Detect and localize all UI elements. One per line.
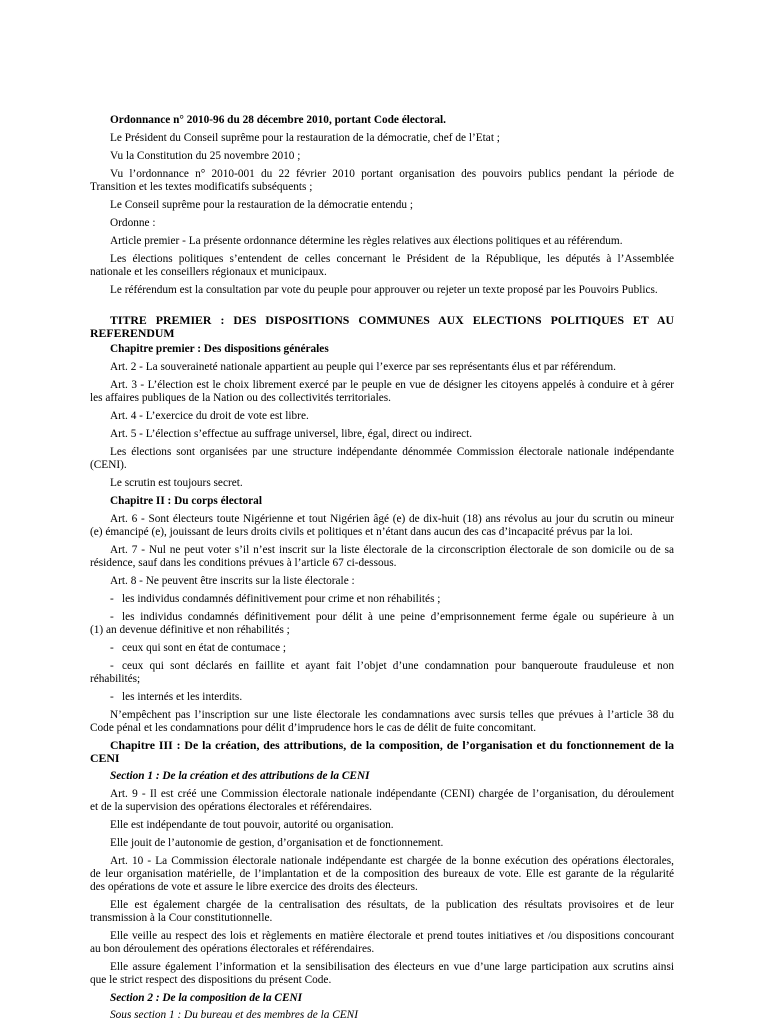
text-line: Le Président du Conseil suprême pour la restauration de la démocratie, chef de l’Etat ; xyxy=(110,132,500,144)
list-item: les individus condamnés définitivement pour délit à une peine d’emprisonnement ferme égale ou supérieure à un xyxy=(122,611,674,623)
text-line: (CENI). xyxy=(90,459,127,471)
bullet-dash: - xyxy=(110,642,114,654)
text-line: et de la supervision des opérations électorales et référendaires. xyxy=(90,801,372,813)
text-line: Art. 7 - Nul ne peut voter s’il n’est inscrit sur la liste électorale de la circonscription électorale de son domicile ou de sa xyxy=(110,544,674,556)
list-item: ceux qui sont en état de contumace ; xyxy=(122,642,287,654)
text-line: Art. 3 - L’élection est le choix librement exercé par le peuple en vue de désigner les citoyens appelés à conduire et à gérer xyxy=(110,379,674,391)
text-line: Art. 8 - Ne peuvent être inscrits sur la liste électorale : xyxy=(110,575,355,587)
text-line: Les élections sont organisées par une structure indépendante dénommée Commission électorale nationale indépendante xyxy=(110,446,674,458)
text-line: Elle jouit de l’autonomie de gestion, d’organisation et de fonctionnement. xyxy=(110,837,444,849)
bullet-dash: - xyxy=(110,593,114,605)
text-line: Le scrutin est toujours secret. xyxy=(110,477,243,489)
list-item: les internés et les interdits. xyxy=(122,691,243,703)
text-line: Article premier - La présente ordonnance détermine les règles relatives aux élections politiques et au référendum. xyxy=(110,235,623,247)
text-line: les affaires publiques de la Nation ou des collectivités territoriales. xyxy=(90,392,391,404)
text-line: que le strict respect des dispositions du présent Code. xyxy=(90,974,332,986)
text-line: au bon déroulement des opérations électorales et référendaires. xyxy=(90,943,375,955)
text-line: Le Conseil suprême pour la restauration de la démocratie entendu ; xyxy=(110,199,414,211)
text-line: Transition et les textes modificatifs subséquents ; xyxy=(90,181,313,193)
bullet-dash: - xyxy=(110,660,114,672)
list-item: réhabilités; xyxy=(90,673,141,685)
bullet-dash: - xyxy=(110,611,114,623)
text-line: Art. 10 - La Commission électorale nationale indépendante est chargée de la bonne exécution des opérations électorales, xyxy=(110,855,674,867)
text-line: Les élections politiques s’entendent de celles concernant le Président de la République, les députés à l’Assemblée xyxy=(110,253,674,265)
section-heading: Section 2 : De la composition de la CENI xyxy=(110,992,303,1004)
text-line: de leur organisation matérielle, de l’implantation et de la composition des bureaux de vote. Elle est garante de la régularité xyxy=(90,868,674,880)
text-line: résidence, sauf dans les conditions prévues à l’article 67 ci-dessous. xyxy=(90,557,397,569)
text-line: Vu l’ordonnance n° 2010-001 du 22 février 2010 portant organisation des pouvoirs publics pendant la période de xyxy=(110,168,674,180)
section-heading: Section 1 : De la création et des attributions de la CENI xyxy=(110,770,370,782)
text-line: transmission à la Cour constitutionnelle. xyxy=(90,912,273,924)
text-line: Art. 6 - Sont électeurs toute Nigérienne et tout Nigérien âgé (e) de dix-huit (18) ans révolus au jour du scrutin ou mineur xyxy=(110,513,674,525)
list-item: ceux qui sont déclarés en faillite et ayant fait l’objet d’une condamnation pour banqueroute frauduleuse et non xyxy=(122,660,674,672)
text-line: Elle est indépendante de tout pouvoir, autorité ou organisation. xyxy=(110,819,394,831)
chapter-heading: Chapitre II : Du corps électoral xyxy=(110,495,262,507)
text-line: Elle veille au respect des lois et règlements en matière électorale et prend toutes initiatives et /ou dispositions concourant xyxy=(110,930,674,942)
text-line: Elle assure également l’information et la sensibilisation des électeurs en vue d’une large participation aux scrutins ainsi xyxy=(110,961,674,973)
subsection-heading: Sous section 1 : Du bureau et des membres de la CENI xyxy=(110,1009,358,1021)
text-line: nationale et les conseillers régionaux et municipaux. xyxy=(90,266,327,278)
ordinance-title: Ordonnance n° 2010-96 du 28 décembre 2010, portant Code électoral. xyxy=(110,114,446,126)
text-line: Art. 2 - La souveraineté nationale appartient au peuple qui l’exerce par ses représentants élus et par référendum. xyxy=(110,361,616,373)
text-line: Art. 5 - L’élection s’effectue au suffrage universel, libre, égal, direct ou indirect. xyxy=(110,428,473,440)
chapter-heading: Chapitre premier : Des dispositions générales xyxy=(110,343,329,355)
text-line: N’empêchent pas l’inscription sur une liste électorale les condamnations avec sursis telles que prévues à l’article 38 du xyxy=(110,709,674,721)
text-line: (e) émancipé (e), jouissant de leurs droits civils et politiques et n’étant dans aucun des cas d’incapacité prévus par la loi. xyxy=(90,526,633,538)
chapter-heading: Chapitre III : De la création, des attributions, de la composition, de l’organisation et du fonctionnement de la xyxy=(110,738,674,752)
text-line: Art. 4 - L’exercice du droit de vote est libre. xyxy=(110,410,309,422)
text-line: Le référendum est la consultation par vote du peuple pour approuver ou rejeter un texte proposé par les Pouvoirs Publics. xyxy=(110,284,658,296)
list-item: (1) an devenue définitive et non réhabilités ; xyxy=(90,624,290,636)
text-line: des opérations de vote et assure le libre exercice des droits des électeurs. xyxy=(90,881,418,893)
text-line: Code pénal et les condamnations pour délit d’imprudence hors le cas de délit de fuite concomitant. xyxy=(90,722,537,734)
text-line: Vu la Constitution du 25 novembre 2010 ; xyxy=(110,150,301,162)
text-line: Elle est également chargée de la centralisation des résultats, de la publication des résultats provisoires et de leur xyxy=(110,899,674,911)
chapter-heading: CENI xyxy=(90,751,120,765)
list-item: les individus condamnés définitivement pour crime et non réhabilités ; xyxy=(122,593,441,605)
text-line: Art. 9 - Il est créé une Commission électorale nationale indépendante (CENI) chargée de l’organisation, du déroulement xyxy=(110,788,674,800)
title-heading: TITRE PREMIER : DES DISPOSITIONS COMMUNES AUX ELECTIONS POLITIQUES ET AU xyxy=(110,313,674,327)
text-line: Ordonne : xyxy=(110,217,156,229)
bullet-dash: - xyxy=(110,691,114,703)
title-heading: REFERENDUM xyxy=(90,326,175,340)
